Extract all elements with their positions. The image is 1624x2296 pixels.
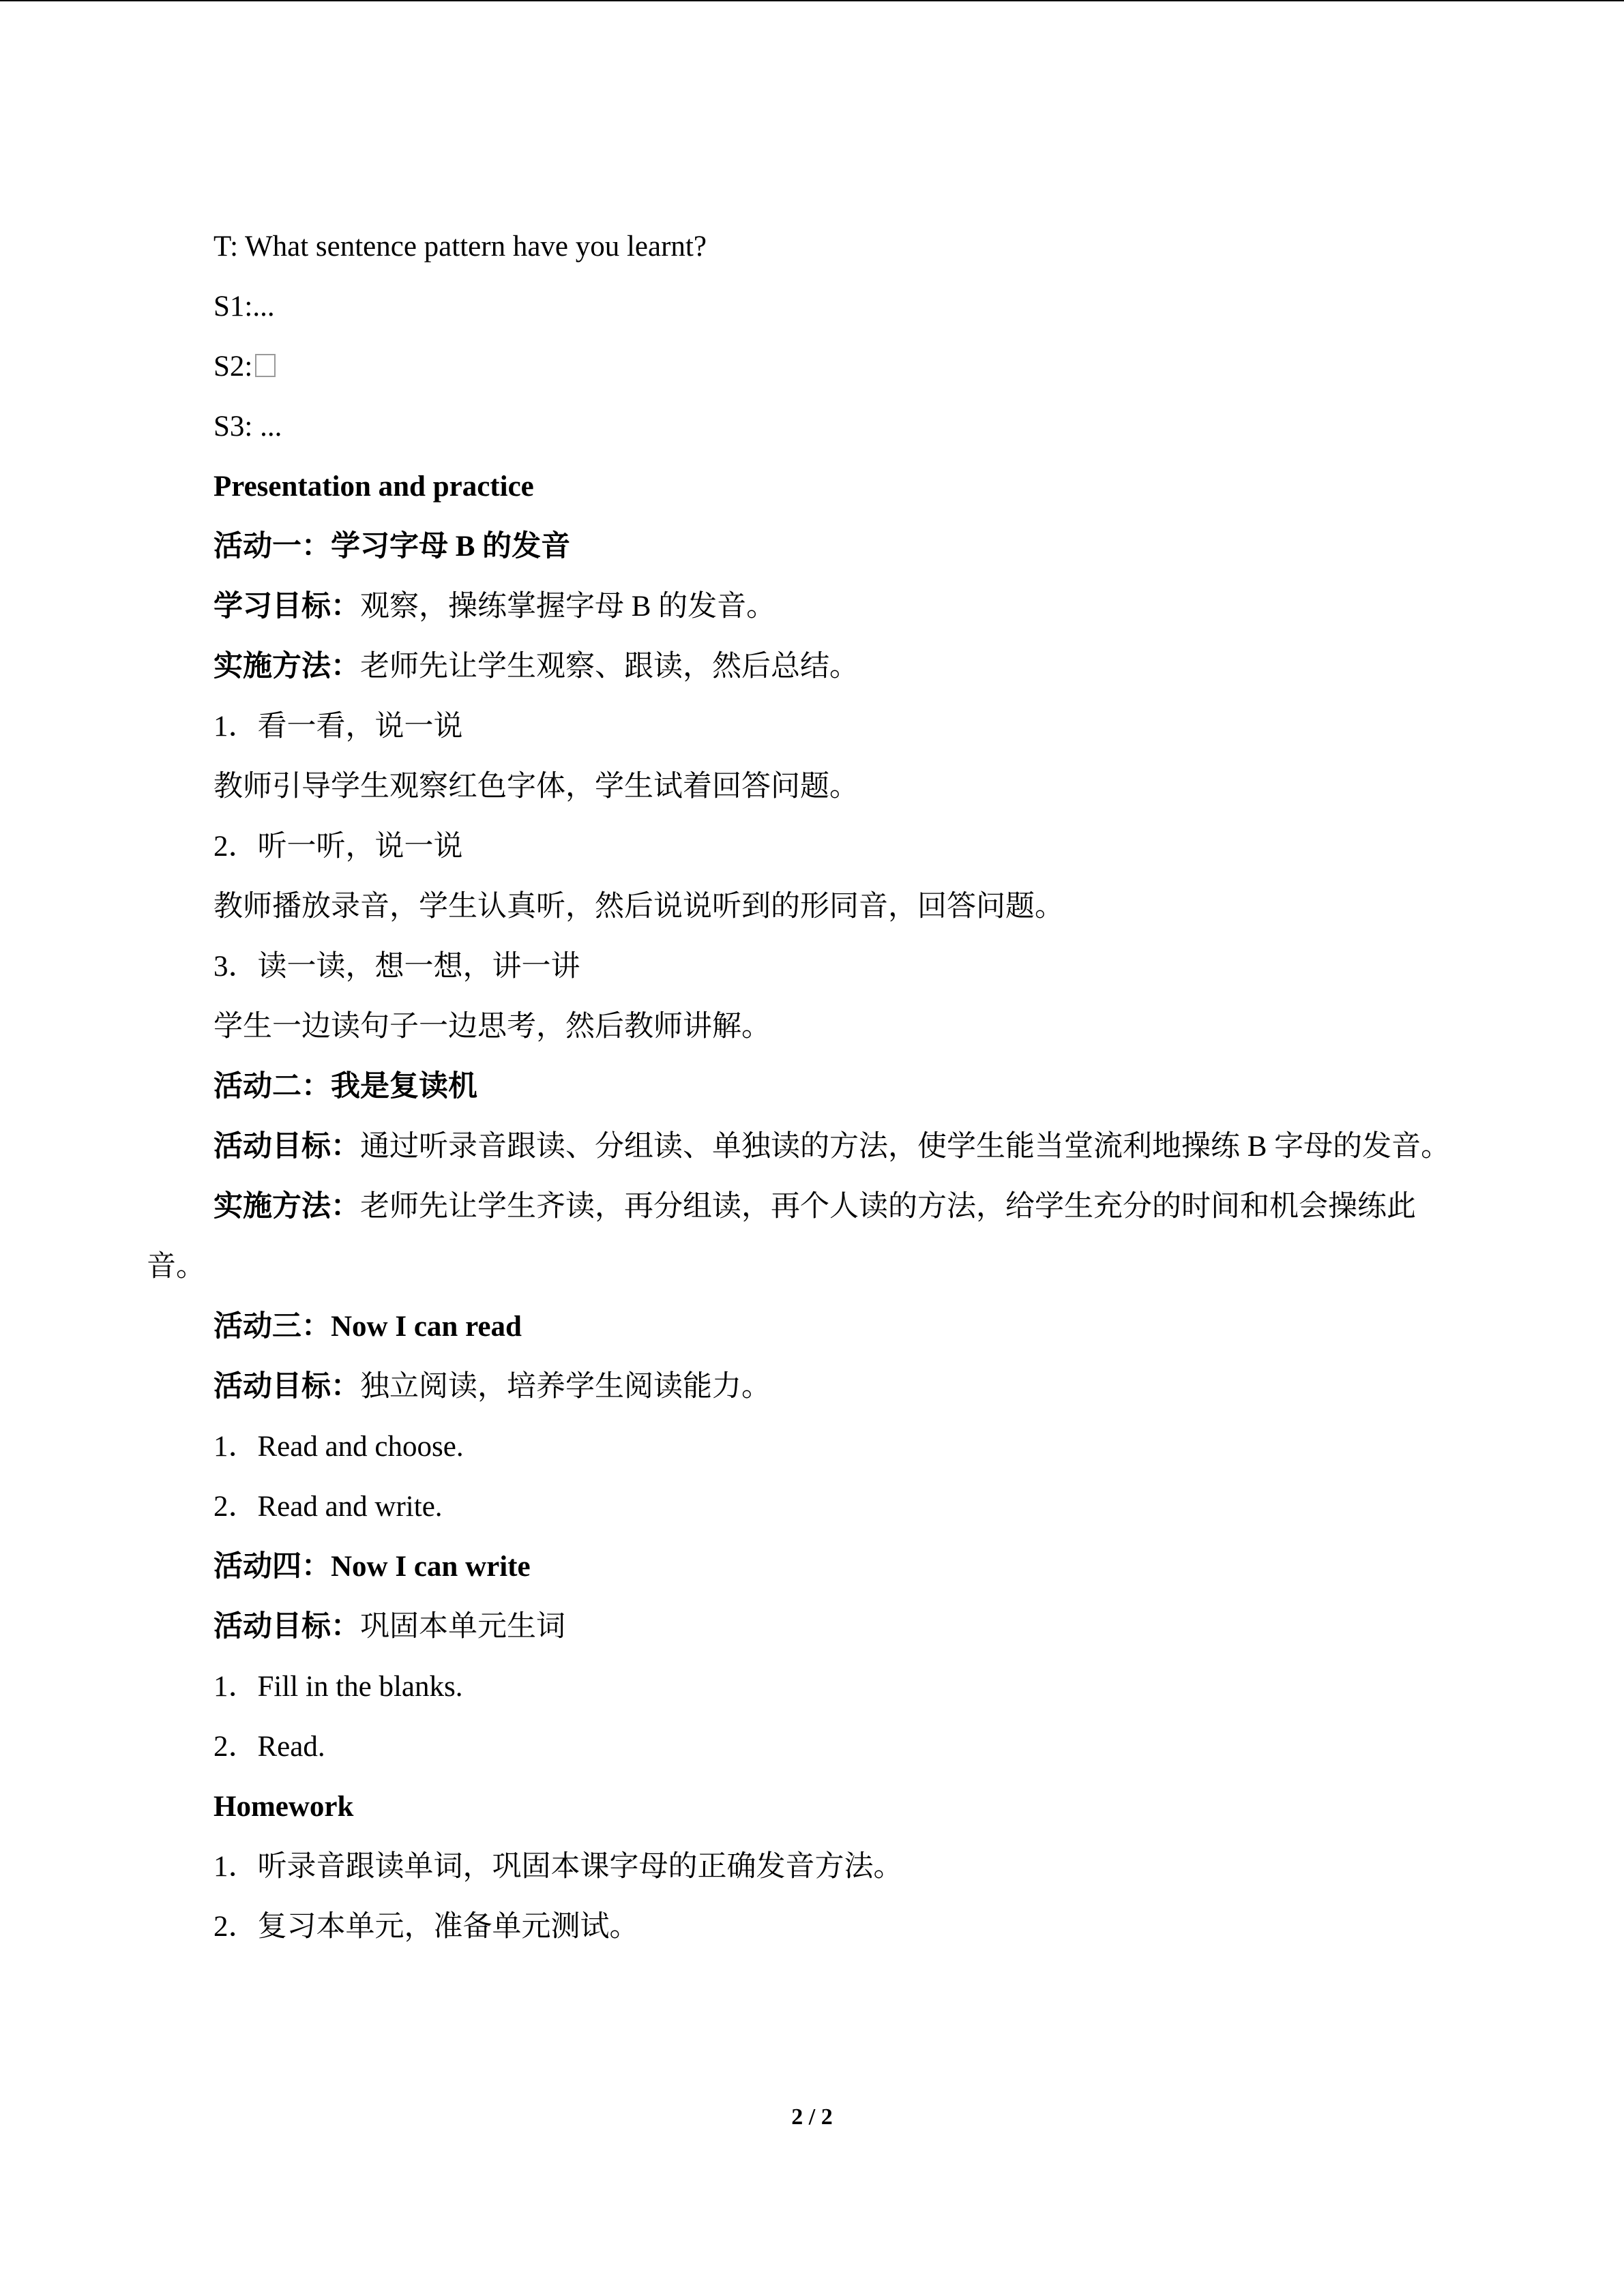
activity-2-method: [147, 1177, 1470, 1297]
placeholder-box-icon: [255, 354, 276, 377]
homework-item-1: 1．听录音跟读单词，巩固本课字母的正确发音方法。: [213, 1851, 903, 1883]
activity-4-item-1: 1．Fill in the blanks.: [213, 1671, 463, 1703]
method-text: 老师先让学生观察、跟读，然后总结。: [360, 651, 859, 683]
activity-4-heading: 活动四：Now I can write: [213, 1551, 531, 1583]
step-2-text: 教师播放录音，学生认真听，然后说说听到的形同音，回答问题。: [213, 891, 1064, 923]
activity-1-method: [147, 637, 1470, 697]
goal-text: 通过听录音跟读、分组读、单独读的方法，使学生能当堂流利地操练 B 字母的发音。: [360, 1131, 1451, 1163]
dialogue-student-1: S1:...: [213, 290, 275, 323]
step-3-text: 学生一边读句子一边思考，然后教师讲解。: [213, 1011, 771, 1043]
activity-3-goal: [147, 1357, 1470, 1417]
page-top-border: [0, 0, 1624, 1]
goal-label: 学习目标：: [213, 591, 360, 623]
activity-1-heading: 活动一：学习字母 B 的发音: [213, 531, 571, 563]
step-1-title: 1．看一看，说一说: [213, 711, 463, 743]
homework-item-2: 2．复习本单元，准备单元测试。: [213, 1911, 639, 1943]
method-text: 老师先让学生齐读，再分组读，再个人读的方法，给学生充分的时间和机会操练此音。: [147, 1191, 1416, 1283]
method-label: 实施方法：: [213, 651, 360, 683]
step-1-text: 教师引导学生观察红色字体，学生试着回答问题。: [213, 771, 859, 803]
goal-label: 活动目标：: [213, 1131, 360, 1163]
dialogue-teacher: T: What sentence pattern have you learnt?: [213, 230, 707, 263]
document-body: [147, 217, 1470, 1957]
goal-text: 独立阅读，培养学生阅读能力。: [360, 1371, 771, 1403]
activity-3-item-2: 2．Read and write.: [213, 1491, 443, 1523]
page-number: 2 / 2: [791, 2104, 833, 2130]
activity-3-heading: 活动三：Now I can read: [213, 1311, 522, 1343]
activity-2-heading: 活动二：我是复读机: [213, 1071, 477, 1103]
dialogue-student-3: S3: ...: [213, 411, 282, 443]
activity-4-goal: [147, 1597, 1470, 1657]
activity-3-item-1: 1．Read and choose.: [213, 1431, 464, 1463]
dialogue-student-2: [147, 337, 1470, 397]
goal-text: 观察，操练掌握字母 B 的发音。: [360, 591, 776, 623]
step-3-title: 3．读一读，想一想，讲一讲: [213, 951, 580, 983]
dialogue-student-2-label: S2:: [213, 351, 253, 383]
activity-2-goal: [147, 1117, 1470, 1177]
step-2-title: 2．听一听，说一说: [213, 831, 463, 863]
activity-4-item-2: 2．Read.: [213, 1731, 325, 1763]
goal-label: 活动目标：: [213, 1611, 360, 1643]
activity-1-goal: [147, 577, 1470, 637]
section-heading-presentation: Presentation and practice: [213, 471, 534, 503]
goal-label: 活动目标：: [213, 1371, 360, 1403]
method-label: 实施方法：: [213, 1191, 360, 1223]
goal-text: 巩固本单元生词: [360, 1611, 565, 1643]
section-heading-homework: Homework: [213, 1791, 354, 1823]
